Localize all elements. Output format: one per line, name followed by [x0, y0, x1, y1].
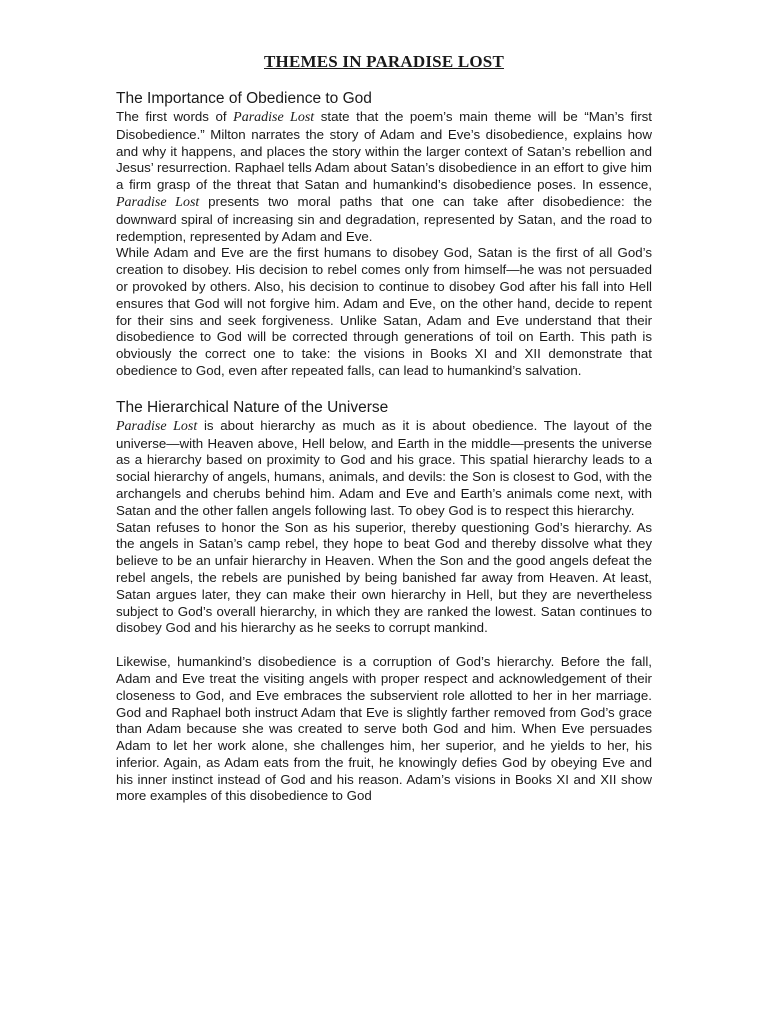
- italic-title-text: Paradise Lost: [116, 418, 198, 434]
- section-heading: The Importance of Obedience to God: [116, 90, 372, 107]
- paragraph: [116, 418, 652, 520]
- section-hierarchy: [116, 398, 652, 806]
- paragraph-text: state that the poem’s main theme will be “Man’s first Disobedience.” Milton narrates the story of Adam and Eve’s disobedience, explains how and why it happens, and places the story within the larger context of Satan’s rebellion and Jesus’ resurrection. Raphael tells Adam about Satan’s disobedience in an effort to give him a firm grasp of the threat that Satan and humankind’s disobedience poses. In essence,: [116, 109, 652, 193]
- document-page: [116, 52, 652, 805]
- paragraph: [116, 109, 652, 245]
- paragraph: [116, 654, 652, 805]
- section-heading: The Hierarchical Nature of the Universe: [116, 398, 389, 416]
- paragraph-text: While Adam and Eve are the first humans to disobey God, Satan is the first of all God’s creation to disobey. His decision to rebel comes only from himself—he was not persuaded or provoked by others. Also, his decision to continue to disobey God after his fall into Hell ensures that God will not forgive him. Adam and Eve, on the other hand, decide to repent for their sins and seek forgiveness. Unlike Satan, Adam and Eve understand that their disobedience to God will be corrected through generations of toil on Earth. This path is obviously the correct one to take: the visions in Books XI and XII demonstrate that obedience to God, even after repeated falls, can lead to humankind’s salvation.: [116, 245, 652, 378]
- document-title: THEMES IN PARADISE LOST: [264, 52, 504, 71]
- paragraph-text: Satan refuses to honor the Son as his superior, thereby questioning God’s hierarchy. As the angels in Satan’s camp rebel, they hope to beat God and thereby dissolve what they believe to be an unfair hierarchy in Heaven. When the Son and the good angels defeat the rebel angels, the rebels are punished by being banished far away from Heaven. At least, Satan argues later, they can make their own hierarchy in Hell, but they are nevertheless subject to God’s overall hierarchy, in which they are ranked the lowest. Satan continues to disobey God and his hierarchy as he seeks to corrupt mankind.: [116, 519, 652, 636]
- section-obedience: [116, 89, 652, 380]
- paragraph-text: Likewise, humankind’s disobedience is a corruption of God’s hierarchy. Before the fall, Adam and Eve treat the visiting angels with proper respect and acknowledgement of their closeness to God, and Eve embraces the subservient role allotted to her in her marriage. God and Raphael both instruct Adam that Eve is slightly farther removed from God’s grace than Adam because she was created to serve both God and him. When Eve persuades Adam to let her work alone, she challenges him, her superior, and he yields to her, his inferior. Again, as Adam eats from the fruit, he knowingly defies God by obeying Eve and his inner instinct instead of God and his reason. Adam’s visions in Books XI and XII show more examples of this disobedience to God: [116, 654, 652, 804]
- paragraph-text: presents two moral paths that one can take after disobedience: the downward spiral of increasing sin and degradation, represented by Satan, and the road to redemption, represented by Adam and Eve.: [116, 193, 652, 244]
- italic-title-text: Paradise Lost: [116, 194, 200, 210]
- paragraph-text: is about hierarchy as much as it is about obedience. The layout of the universe—with Heaven above, Hell below, and Earth in the middle—presents the universe as a hierarchy based on proximity to God and his grace. This spatial hierarchy leads to a social hierarchy of angels, humans, animals, and devils: the Son is closest to God, with the archangels and cherubs behind him. Adam and Eve and Earth’s animals come next, with Satan and the other fallen angels following last. To obey God is to respect this hierarchy.: [116, 417, 652, 518]
- paragraph: [116, 245, 652, 379]
- italic-title-text: Paradise Lost: [233, 110, 315, 125]
- paragraph-text: The first words of: [116, 109, 234, 124]
- paragraph: [116, 520, 652, 638]
